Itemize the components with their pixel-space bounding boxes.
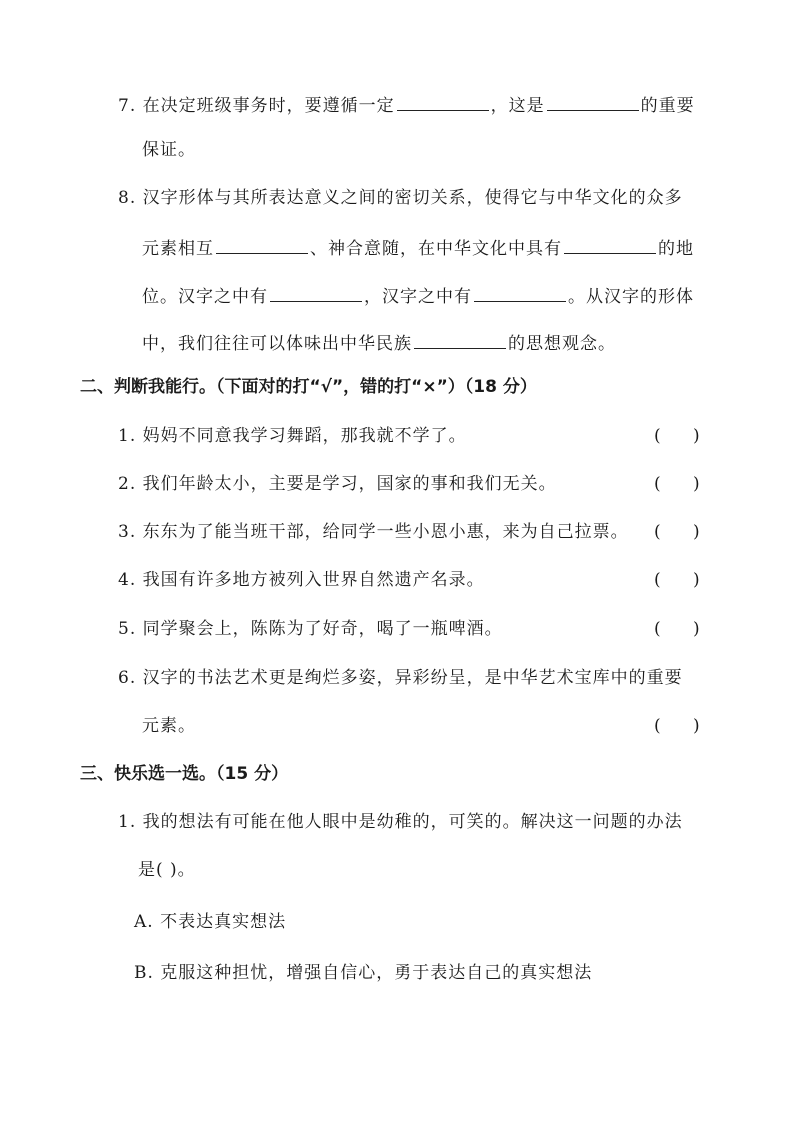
judge-item-6 bbox=[118, 666, 683, 690]
judge-answer-5[interactable]: ( ) bbox=[654, 619, 700, 639]
fill-q7-num: 7. bbox=[118, 96, 137, 116]
fill-q8-line3 bbox=[142, 283, 694, 309]
choice-q1-line1 bbox=[118, 810, 683, 834]
fill-q8-line1 bbox=[118, 186, 683, 210]
judge-item-text: 汉字的书法艺术更是绚烂多姿，异彩纷呈，是中华艺术宝库中的重要 bbox=[142, 668, 683, 688]
judge-item-3 bbox=[118, 520, 629, 544]
judge-item-text: 妈妈不同意我学习舞蹈，那我就不学了。 bbox=[142, 426, 467, 446]
fill-q8-text-2b: 、神合意随，在中华文化中具有 bbox=[310, 239, 562, 259]
judge-item-5 bbox=[118, 617, 503, 641]
judge-item-num: 4. bbox=[118, 570, 137, 590]
judge-item-text: 我国有许多地方被列入世界自然遗产名录。 bbox=[142, 570, 485, 590]
fill-q8-text-3a: 位。汉字之中有 bbox=[142, 287, 268, 307]
judge-item-1 bbox=[118, 424, 467, 448]
judge-item-num: 2. bbox=[118, 474, 137, 494]
choice-q1-num: 1. bbox=[118, 812, 137, 832]
judge-item-text: 我们年龄太小，主要是学习，国家的事和我们无关。 bbox=[142, 474, 557, 494]
fill-q8-text-2a: 元素相互 bbox=[142, 239, 214, 259]
judge-answer-4[interactable]: ( ) bbox=[654, 570, 700, 590]
fill-q8-num: 8. bbox=[118, 188, 137, 208]
fill-q8-line4 bbox=[142, 330, 616, 356]
fill-q7-text-b: ，这是 bbox=[490, 96, 545, 116]
judge-item-num: 1. bbox=[118, 426, 137, 446]
fill-q8-text-3b: ，汉字之中有 bbox=[364, 287, 472, 307]
judge-item-4 bbox=[118, 568, 485, 592]
judge-item-text: 同学聚会上，陈陈为了好奇，喝了一瓶啤酒。 bbox=[142, 619, 503, 639]
section3-title: 三、快乐选一选。（15 分） bbox=[80, 764, 289, 784]
fill-q7-text-c: 的重要 bbox=[640, 96, 695, 116]
fill-q8-blank3[interactable] bbox=[270, 283, 362, 302]
judge-answer-3[interactable]: ( ) bbox=[654, 522, 700, 542]
fill-q7-line1 bbox=[118, 92, 695, 118]
fill-q8-blank1[interactable] bbox=[216, 235, 308, 254]
fill-q8-text-3c: 。从汉字的形体 bbox=[568, 287, 694, 307]
judge-answer-2[interactable]: ( ) bbox=[654, 474, 700, 494]
fill-q8-text-4a: 中，我们往往可以体味出中华民族 bbox=[142, 334, 412, 354]
fill-q8-blank2[interactable] bbox=[564, 235, 656, 254]
judge-item-text: 元素。 bbox=[142, 716, 196, 736]
fill-q7-blank1[interactable] bbox=[397, 92, 489, 111]
judge-answer-6[interactable]: ( ) bbox=[654, 716, 700, 736]
fill-q7-text-d: 保证。 bbox=[142, 140, 196, 160]
judge-item-num: 5. bbox=[118, 619, 137, 639]
choice-option-b[interactable]: B. 克服这种担忧，增强自信心，勇于表达自己的真实想法 bbox=[134, 963, 593, 983]
judge-item-6-line2 bbox=[142, 714, 196, 738]
judge-item-num: 6. bbox=[118, 668, 137, 688]
fill-q7-text-a: 在决定班级事务时，要遵循一定 bbox=[142, 96, 395, 116]
fill-q8-text-1: 汉字形体与其所表达意义之间的密切关系，使得它与中华文化的众多 bbox=[142, 188, 683, 208]
choice-q1-text: 我的想法有可能在他人眼中是幼稚的，可笑的。解决这一问题的办法 bbox=[142, 812, 683, 832]
fill-q8-line2 bbox=[142, 235, 694, 261]
fill-q8-blank5[interactable] bbox=[414, 330, 506, 349]
judge-item-2 bbox=[118, 472, 557, 496]
fill-q7-line2 bbox=[142, 138, 196, 162]
fill-q7-blank2[interactable] bbox=[547, 92, 639, 111]
fill-q8-text-4b: 的思想观念。 bbox=[508, 334, 616, 354]
judge-answer-1[interactable]: ( ) bbox=[654, 426, 700, 446]
fill-q8-blank4[interactable] bbox=[474, 283, 566, 302]
choice-option-a[interactable]: A. 不表达真实想法 bbox=[134, 912, 287, 932]
section2-title: 二、判断我能行。（下面对的打“√”，错的打“×”）（18 分） bbox=[80, 377, 537, 397]
judge-item-text: 东东为了能当班干部，给同学一些小恩小惠，来为自己拉票。 bbox=[142, 522, 629, 542]
fill-q8-text-2c: 的地 bbox=[658, 239, 694, 259]
choice-q1-line2[interactable]: 是( )。 bbox=[138, 860, 196, 880]
judge-item-num: 3. bbox=[118, 522, 137, 542]
